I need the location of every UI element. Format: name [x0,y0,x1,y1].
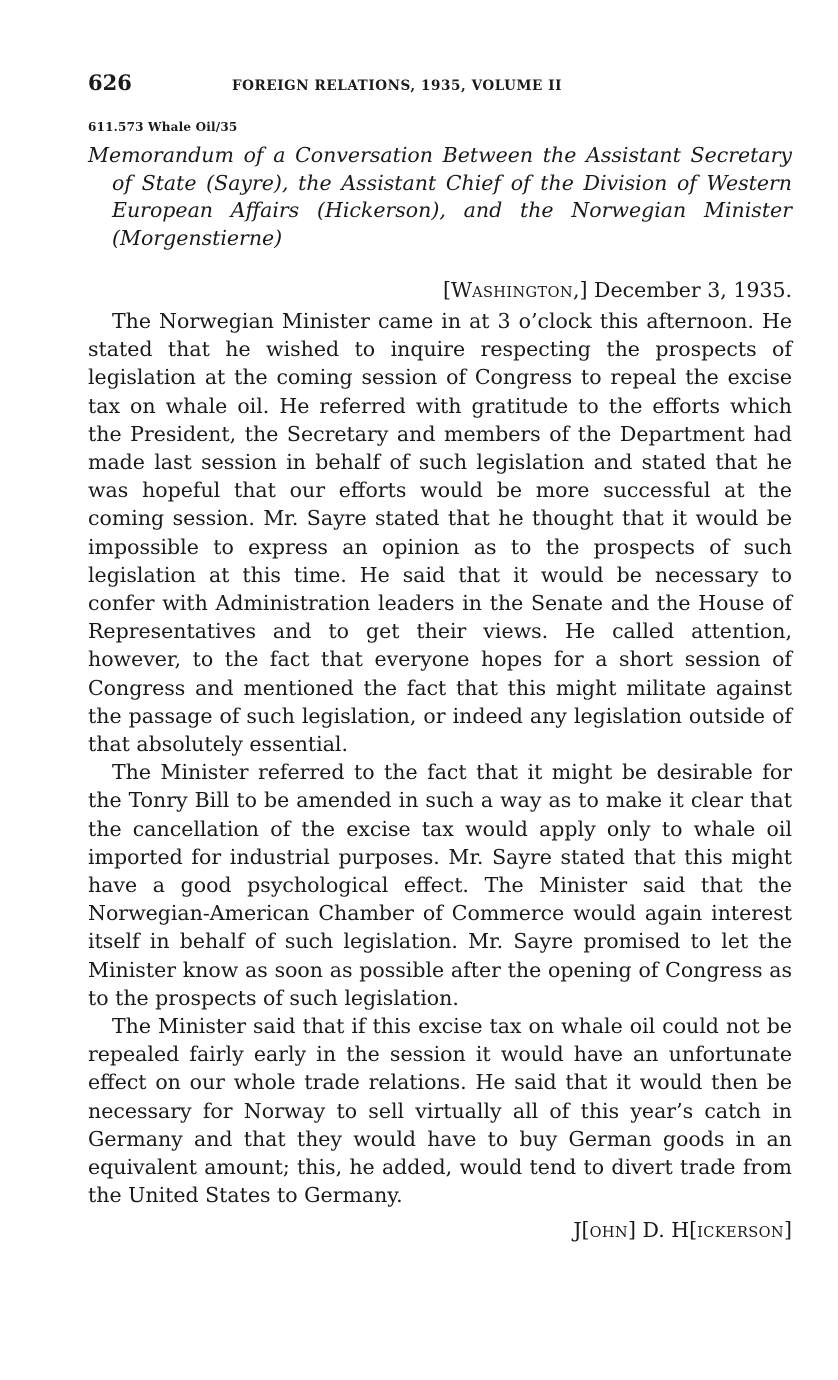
paragraph: The Minister referred to the fact that it might be desirable for the Tonry Bill to be amended in such a way as to make it clear that the cancellation of the excise tax would apply only to whale oil imported for industrial purposes. Mr. Sayre stated that this might have a good psychological effect. The Minister said that the Norwegian-American Chamber of Commerce would again interest itself in behalf of such legislation. Mr. Sayre promised to let the Minister know as soon as possible after the opening of Congress as to the prospects of such legislation. [88,760,792,1010]
signature: J[OHN] D. H[ICKERSON] [573,1217,792,1242]
page-number: 626 [88,70,132,95]
paragraph: The Norwegian Minister came in at 3 o’clock this afternoon. He stated that he wished to inquire respecting the prospects of legislation at the coming session of Congress to repeal the excise tax on whale oil. He referred with gratitude to the efforts which the President, the Secretary and members of the Department had made last session in behalf of such legislation and stated that he was hopeful that our efforts would be more successful at the coming session. Mr. Sayre stated that he thought that it would be impossible to express an opinion as to the prospects of such legislation at this time. He said that it would be necessary to confer with Administration leaders in the Senate and the House of Representatives and to get their views. He called attention, however, to the fact that everyone hopes for a short session of Congress and mentioned the fact that this might militate against the passage of such legislation, or indeed any legislation outside of that absolutely essential. [88,309,792,757]
running-head [88,70,792,104]
memo-title: Memorandum of a Conversation Between the Assistant Secretary of State (Sayre), the Assistant Chief of the Division of Western European Affairs (Hickerson), and the Norwegian Minister (Morgenstierne) [88,143,792,250]
dateline [88,276,792,307]
running-head-title: FOREIGN RELATIONS, 1935, VOLUME II [232,78,563,94]
dateline-place: [WASHINGTON,] [443,278,588,302]
dateline-date: December 3, 1935. [594,278,792,302]
paragraph: The Minister said that if this excise tax on whale oil could not be repealed fairly early in the session it would have an unfortunate effect on our whole trade relations. He said that it would then be necessary for Norway to sell virtually all of this year’s catch in Germany and that they would have to buy German goods in an equivalent amount; this, he added, would tend to divert trade from the United States to Germany. [88,1014,792,1208]
document-page [88,70,792,1247]
file-number: 611.573 Whale Oil/35 [88,120,238,134]
